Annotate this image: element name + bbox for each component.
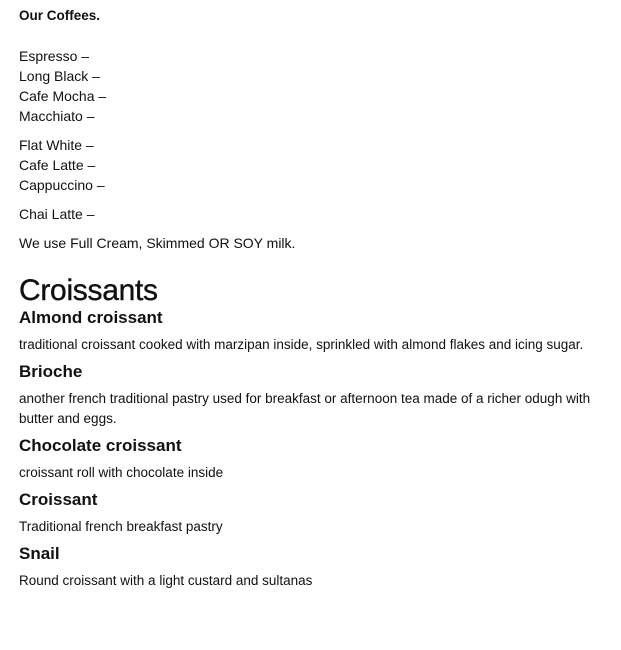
- coffees-title: Our Coffees.: [19, 8, 101, 23]
- pastry-item: [19, 489, 615, 537]
- pastry-item: [19, 307, 615, 355]
- pastry-name: Brioche: [19, 362, 83, 381]
- menu-content: [19, 6, 615, 597]
- coffee-item-espresso: Espresso –: [19, 48, 90, 64]
- pastry-item: [19, 361, 615, 429]
- milk-note: We use Full Cream, Skimmed OR SOY milk.: [19, 235, 296, 251]
- pastry-description: traditional croissant cooked with marzipan inside, sprinkled with almond flakes and icing sugar.: [19, 337, 584, 352]
- pastry-name: Almond croissant: [19, 308, 163, 327]
- coffee-item-cappuccino: Cappuccino –: [19, 177, 105, 193]
- coffee-group-2: [19, 135, 615, 195]
- coffee-group-3: [19, 204, 615, 224]
- coffee-item-cafe-latte: Cafe Latte –: [19, 157, 96, 173]
- coffee-item-cafe-mocha: Cafe Mocha –: [19, 88, 107, 104]
- coffee-item-long-black: Long Black –: [19, 68, 100, 84]
- coffee-group-1: [19, 46, 615, 126]
- pastry-description: croissant roll with chocolate inside: [19, 465, 224, 480]
- pastry-item: [19, 435, 615, 483]
- pastry-item: [19, 543, 615, 591]
- pastry-name: Chocolate croissant: [19, 436, 182, 455]
- coffee-item-macchiato: Macchiato –: [19, 108, 95, 124]
- coffee-item-chai-latte: Chai Latte –: [19, 206, 95, 222]
- pastry-description: another french traditional pastry used for breakfast or afternoon tea made of a richer odugh with butter and eggs.: [19, 391, 591, 426]
- pastry-name: Croissant: [19, 490, 98, 509]
- pastry-name: Snail: [19, 544, 60, 563]
- pastry-description: Round croissant with a light custard and sultanas: [19, 573, 313, 588]
- croissants-heading: Croissants: [19, 274, 158, 307]
- pastry-description: Traditional french breakfast pastry: [19, 519, 223, 534]
- coffee-item-flat-white: Flat White –: [19, 137, 94, 153]
